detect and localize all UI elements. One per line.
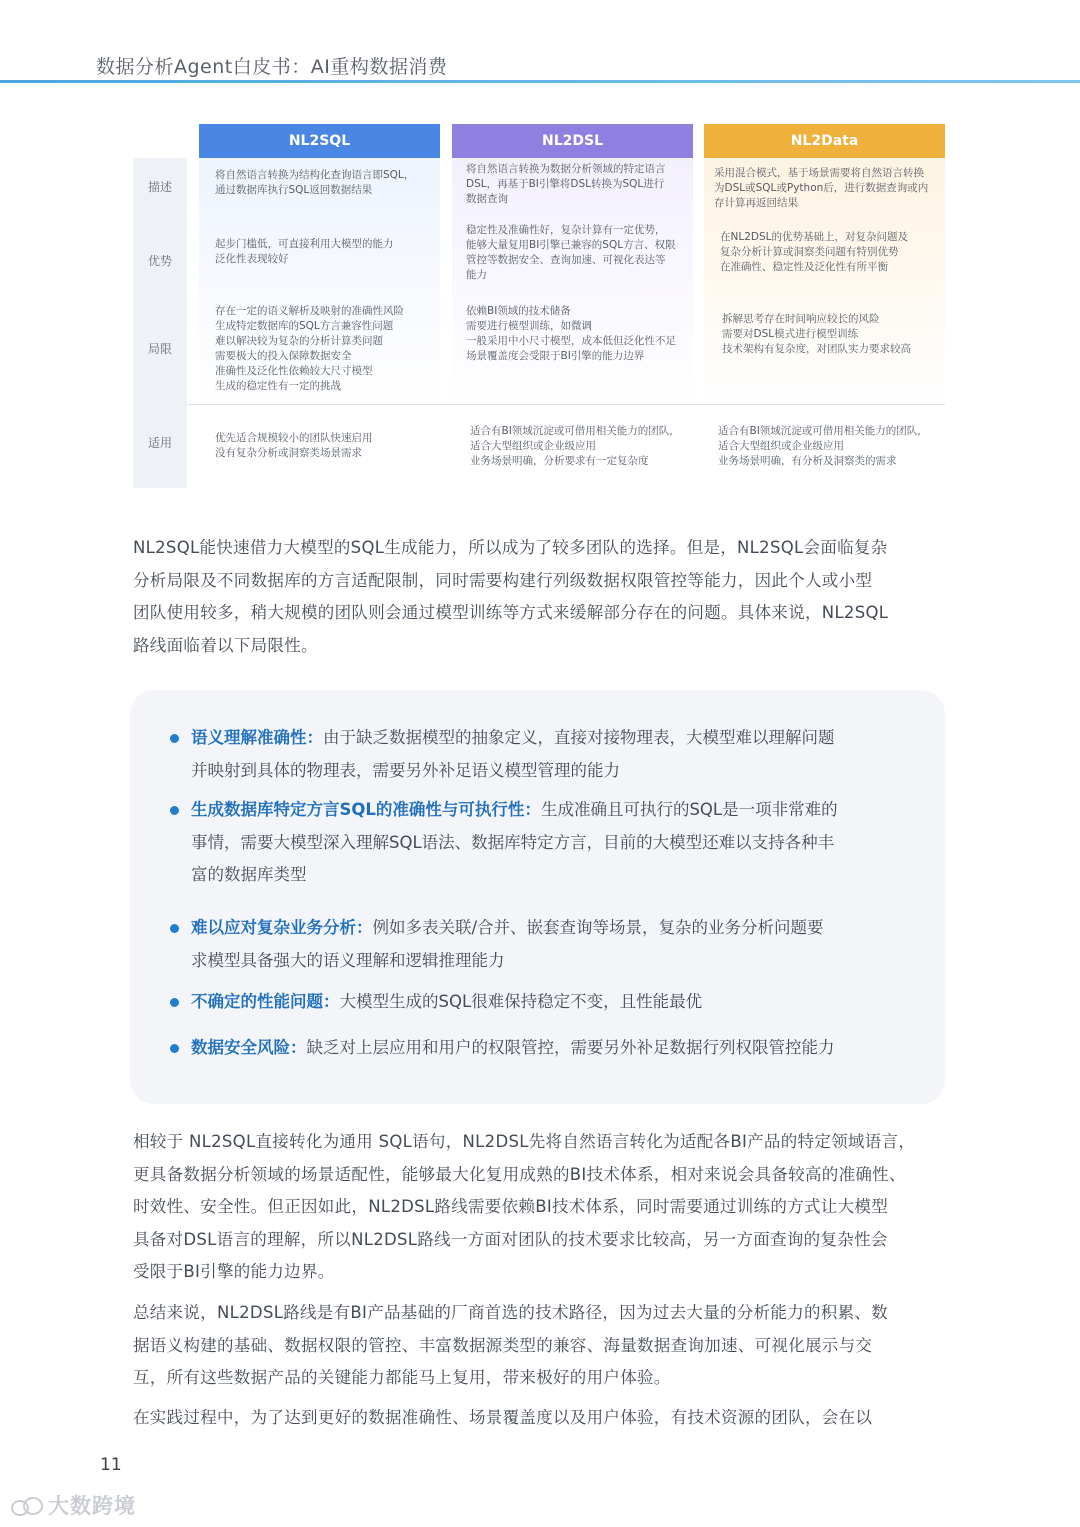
paragraph-summary: 总结来说，NL2DSL路线是有BI产品基础的厂商首选的技术路径，因为过去大量的分析能力的积累、数 据语义构建的基础、数据权限的管控、丰富数据源类型的兼容、海量数据查询加速、可视化展示与交 互，所有这些数据产品的关键能力都能马上复用，带来极好的用户体验。 — [133, 1303, 888, 1387]
document-title: 数据分析Agent白皮书：AI重构数据消费 — [96, 56, 448, 78]
bullet-dot-icon — [170, 924, 179, 933]
cell-applicable: 适合有BI领域沉淀或可借用相关能力的团队， 适合大型组织或企业级应用 业务场景明确，有分析及洞察类的需求 — [718, 425, 928, 467]
row-separator — [187, 404, 945, 405]
row-label-description: 描述 — [147, 180, 172, 194]
comparison-table — [133, 124, 945, 488]
row-label-limitations: 局限 — [147, 342, 172, 356]
watermark: 大数跨境 — [10, 1490, 136, 1520]
bullet-dot-icon — [170, 806, 179, 815]
cell-applicable: 优先适合规模较小的团队快速启用 没有复杂分析或洞察类场景需求 — [215, 432, 373, 459]
list-item: 数据安全风险：缺乏对上层应用和用户的权限管控，需要另外补足数据行列权限管控能力 — [170, 1032, 890, 1065]
row-label-advantages: 优势 — [147, 254, 172, 268]
column-header: NL2SQL — [199, 124, 440, 158]
cell-description: 将自然语言转换为结构化查询语言即SQL， 通过数据库执行SQL返回数据结果 — [215, 169, 415, 196]
list-item: 生成数据库特定方言SQL的准确性与可执行性：生成准确且可执行的SQL是一项非常难的 事情，需要大模型深入理解SQL语法、数据库特定方言，目前的大模型还难以支持各种丰 富的数据库类型 — [170, 794, 890, 892]
list-item: 语义理解准确性：由于缺乏数据模型的抽象定义，直接对接物理表，大模型难以理解问题 并映射到具体的物理表，需要另外补足语义模型管理的能力 — [170, 722, 890, 787]
column-header: NL2Data — [704, 124, 945, 158]
cell-applicable: 适合有BI领域沉淀或可借用相关能力的团队， 适合大型组织或企业级应用 业务场景明确，分析要求有一定复杂度 — [470, 425, 680, 467]
cell-advantages: 在NL2DSL的优势基础上，对复杂问题及 复杂分析计算或洞察类问题有特别优势 在准确性、稳定性及泛化性有所平衡 — [720, 231, 908, 273]
limitations-box — [130, 690, 945, 1104]
bullet-dot-icon — [170, 1044, 179, 1053]
paragraph-nl2dsl-compare: 相较于 NL2SQL直接转化为通用 SQL语句，NL2DSL先将自然语言转化为适配各BI产品的特定领域语言， 更具备数据分析领域的场景适配性，能够最大化复用成熟的BI技术体系，相对来说会具备较高的准确性、 时效性、安全性。但正因如此，NL2DSL路线需要依赖BI技术体系，同时需要通过训练的方式让大模型 具备对DSL语言的理解，所以NL2DSL路线一方面对团队的技术要求比较高，另一方面查询的复杂性会 受限于BI引擎的能力边界。 — [133, 1132, 916, 1281]
page-header — [0, 0, 1080, 84]
paragraph-practice: 在实践过程中，为了达到更好的数据准确性、场景覆盖度以及用户体验，有技术资源的团队，会在以 — [133, 1408, 873, 1427]
bullet-dot-icon — [170, 734, 179, 743]
cell-advantages: 起步门槛低，可直接利用大模型的能力 泛化性表现较好 — [215, 238, 394, 265]
bullet-dot-icon — [170, 998, 179, 1007]
list-item: 不确定的性能问题：大模型生成的SQL很难保持稳定不变，且性能最优 — [170, 986, 890, 1019]
page-number: 11 — [100, 1455, 122, 1475]
column-header: NL2DSL — [452, 124, 693, 158]
column-nl2data — [704, 124, 945, 488]
row-label-applicable: 适用 — [147, 436, 172, 450]
cell-description: 采用混合模式，基于场景需要将自然语言转换 为DSL或SQL或Python后，进行数据查询或内 存计算再返回结果 — [714, 167, 929, 209]
header-divider — [0, 80, 1080, 83]
cell-advantages: 稳定性及准确性好，复杂计算有一定优势， 能够大量复用BI引擎已兼容的SQL方言、权限 管控等数据安全、查询加速、可视化表达等 能力 — [466, 224, 676, 281]
cell-description: 将自然语言转换为数据分析领域的特定语言 DSL，再基于BI引擎将DSL转换为SQL进行 数据查询 — [466, 163, 666, 205]
column-nl2sql — [199, 124, 440, 488]
cell-limitations: 拆解思考存在时间响应较长的风险 需要对DSL模式进行模型训练 技术架构有复杂度，对团队实力要求较高 — [722, 313, 911, 355]
list-item: 难以应对复杂业务分析：例如多表关联/合并、嵌套查询等场景，复杂的业务分析问题要 求模型具备强大的语义理解和逻辑推理能力 — [170, 912, 890, 977]
cell-limitations: 依赖BI领域的技术储备 需要进行模型训练，如微调 一般采用中小尺寸模型，成本低但泛化性不足 场景覆盖度会受限于BI引擎的能力边界 — [466, 305, 676, 362]
cell-limitations: 存在一定的语义解析及映射的准确性风险 生成特定数据库的SQL方言兼容性问题 难以解决较为复杂的分析计算类问题 需要极大的投入保障数据安全 准确性及泛化性依赖较大尺寸模型 生成的稳定性有一定的挑战 — [215, 305, 404, 392]
column-nl2dsl — [452, 124, 693, 488]
paragraph-nl2sql-intro: NL2SQL能快速借力大模型的SQL生成能力，所以成为了较多团队的选择。但是，NL2SQL会面临复杂 分析局限及不同数据库的方言适配限制，同时需要构建行列级数据权限管控等能力，因此个人或小型 团队使用较多，稍大规模的团队则会通过模型训练等方式来缓解部分存在的问题。具体来说，NL2SQL 路线面临着以下局限性。 — [133, 538, 889, 655]
watermark-logo-icon — [10, 1496, 44, 1518]
